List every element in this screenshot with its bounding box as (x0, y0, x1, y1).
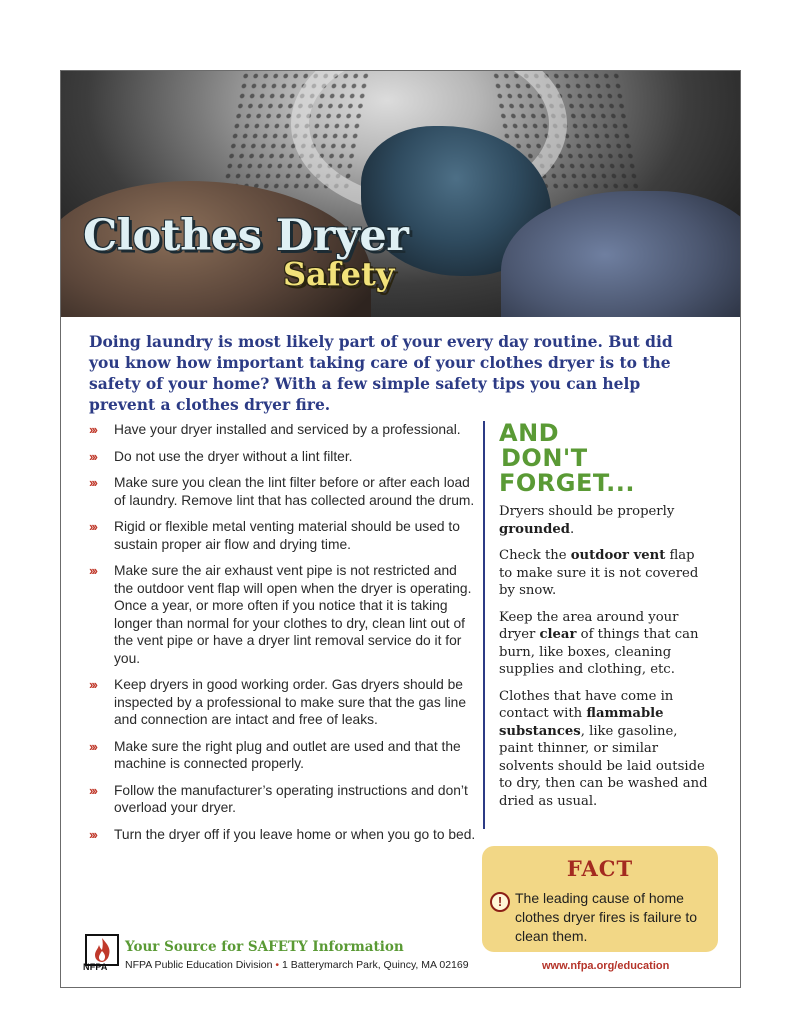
bullet-chevron-icon: ››› (89, 475, 96, 490)
intro-paragraph: Doing laundry is most likely part of your every day routine. But did you know how important taking care of your clothes dryer is to the safety of your home? With a few simple safety tips you can help prevent a clothes dryer fire. (89, 332, 673, 414)
nfpa-logo-text: NFPA (83, 962, 108, 972)
exclamation-icon: ! (490, 892, 510, 912)
tip-item (89, 421, 479, 439)
tip-text: Do not use the dryer without a lint filter. (114, 448, 353, 464)
sidebar-tips (499, 503, 709, 819)
tip-text: Rigid or flexible metal venting material should be used to sustain proper air flow and drying time. (114, 519, 460, 552)
sidebar-heading (499, 421, 635, 496)
tip-item (89, 562, 479, 667)
fact-box (482, 846, 718, 952)
sidebar-heading-line: FORGET... (499, 469, 635, 497)
tip-item (89, 676, 479, 729)
footer-url-link[interactable]: www.nfpa.org/education (542, 960, 670, 972)
page-title: Clothes Dryer (83, 211, 409, 261)
tip-item (89, 518, 479, 553)
tip-text: Make sure you clean the lint filter before or after each load of laundry. Remove lint that has collected around the drum. (114, 475, 475, 508)
tip-text: Follow the manufacturer’s operating instructions and don’t overload your dryer. (114, 782, 468, 815)
tip-item (89, 826, 479, 844)
sidebar-tip: Keep the area around your dryer clear of things that can burn, like boxes, cleaning supplies and clothing, etc. (499, 609, 699, 677)
hero-photo (61, 71, 740, 317)
bullet-chevron-icon: ››› (89, 826, 96, 842)
tip-text: Have your dryer installed and serviced by a professional. (114, 422, 461, 437)
bullet-chevron-icon: ››› (89, 519, 96, 534)
bullet-chevron-icon: ››› (89, 563, 96, 578)
footer-address: NFPA Public Education Division • 1 Batterymarch Park, Quincy, MA 02169 (125, 959, 469, 971)
tips-list (89, 421, 479, 852)
bullet-chevron-icon: ››› (89, 782, 96, 798)
footer-source-title: Your Source for SAFETY Information (125, 939, 404, 955)
page-subtitle: Safety (283, 255, 395, 293)
sidebar-tip: Clothes that have come in contact with flammable substances, like gasoline, paint thinner, or similar solvents should be laid outside to dry, then can be washed and dried as usual. (499, 688, 708, 809)
fact-title: FACT (566, 856, 634, 881)
sidebar-divider (483, 421, 485, 829)
bullet-chevron-icon: ››› (89, 677, 96, 692)
tip-item (89, 738, 479, 773)
bullet-chevron-icon: ››› (89, 448, 96, 464)
tip-item (89, 448, 479, 466)
fact-text: The leading cause of home clothes dryer fires is failure to clean them. (515, 890, 698, 944)
tip-text: Turn the dryer off if you leave home or when you go to bed. (114, 826, 476, 842)
bullet-chevron-icon: ››› (89, 738, 96, 754)
sidebar-tip: Check the outdoor vent flap to make sure it is not covered by snow. (499, 548, 699, 598)
tip-text: Make sure the right plug and outlet are used and that the machine is connected properly. (114, 738, 461, 771)
tip-text: Make sure the air exhaust vent pipe is not restricted and the outdoor vent flap will open when the dryer is operating. Once a year, or more often if you notice that it is taking longer than normal for your clothes to dry, clean lint out of the vent pipe or have a dryer lint removal service do it for you. (114, 563, 472, 666)
tip-item (89, 782, 479, 817)
document-page (60, 70, 741, 988)
tip-item (89, 474, 479, 509)
tip-text: Keep dryers in good working order. Gas dryers should be inspected by a professional to make sure that the gas line and connection are intact and free of leaks. (114, 677, 467, 727)
sidebar-heading-line: DON'T (501, 444, 588, 472)
sidebar-tip: Dryers should be properly grounded. (499, 504, 675, 537)
sidebar-heading-line: AND (499, 419, 560, 447)
bullet-chevron-icon: ››› (89, 422, 96, 437)
